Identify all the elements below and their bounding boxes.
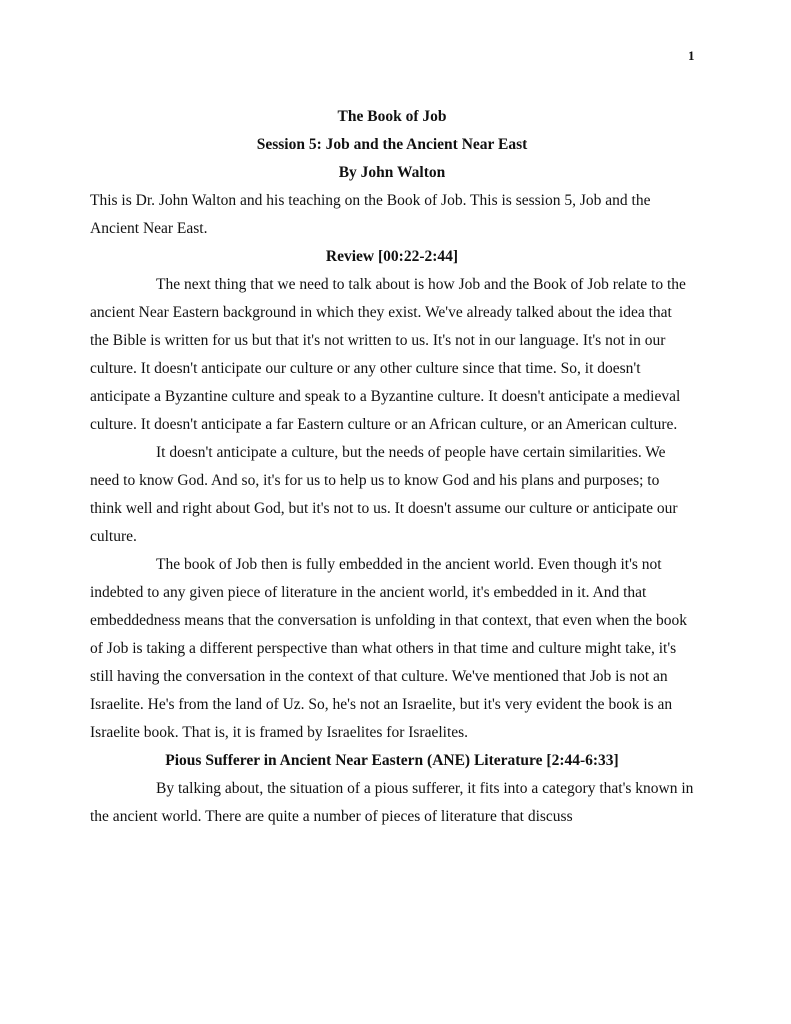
section-heading-pious-sufferer: Pious Sufferer in Ancient Near Eastern (ANE) Literature [2:44-6:33]: [165, 752, 619, 769]
document-body: [90, 103, 694, 831]
paragraph: The book of Job then is fully embedded in the ancient world. Even though it's not indebted to any given piece of literature in the ancient world, it's embedded in it. And that embeddedness means that the conversation is unfolding in that context, that even when the book of Job is taking a different perspective than what others in that time and culture might take, it's still having the conversation in the context of that culture. We've mentioned that Job is not an Israelite. He's from the land of Uz. So, he's not an Israelite, but it's very evident the book is an Israelite book. That is, it is framed by Israelites for Israelites.: [90, 556, 688, 741]
author-line: By John Walton: [338, 164, 446, 181]
paragraph: The next thing that we need to talk about is how Job and the Book of Job relate to the ancient Near Eastern background in which they exist. We've already talked about the idea that the Bible is written for us but that it's not written to us. It's not in our language. It's not in our culture. It doesn't anticipate our culture or any other culture since that time. So, it doesn't anticipate a Byzantine culture and speak to a Byzantine culture. It doesn't anticipate a medieval culture. It doesn't anticipate a far Eastern culture or an African culture, or an American culture.: [90, 276, 686, 433]
section-heading-review: Review [00:22-2:44]: [325, 248, 459, 265]
paragraph: It doesn't anticipate a culture, but the needs of people have certain similarities. We need to know God. And so, it's for us to help us to know God and his plans and purposes; to think well and right about God, but it's not to us. It doesn't assume our culture or anticipate our culture.: [90, 444, 678, 545]
session-title: Session 5: Job and the Ancient Near East: [256, 136, 528, 153]
document-title: The Book of Job: [337, 108, 447, 125]
paragraph: By talking about, the situation of a pious sufferer, it fits into a category that's known in the ancient world. There are quite a number of pieces of literature that discuss: [90, 780, 694, 825]
intro-paragraph: This is Dr. John Walton and his teaching on the Book of Job. This is session 5, Job and the Ancient Near East.: [90, 192, 651, 237]
page-number: 1: [688, 48, 695, 63]
